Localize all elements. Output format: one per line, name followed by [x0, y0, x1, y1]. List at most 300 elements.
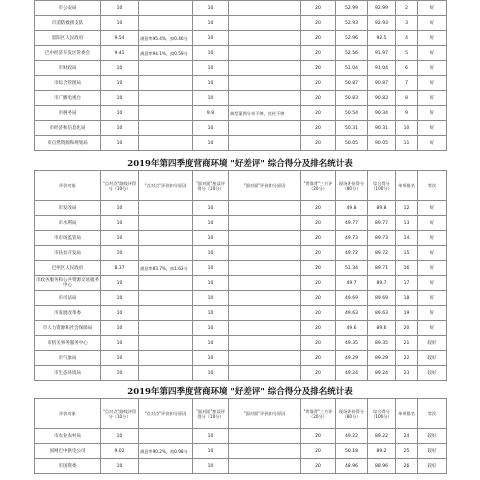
table-cell: 市消防救援支队: [35, 16, 101, 31]
table-cell: 20: [301, 201, 336, 216]
table-cell: 10: [193, 76, 229, 91]
table-cell: 20: [301, 366, 336, 381]
table-cell: 好: [418, 246, 447, 261]
table-cell: 好: [418, 61, 447, 76]
table-cell: 10: [101, 231, 139, 246]
table-cell: 10: [101, 76, 139, 91]
table-cell: [229, 1, 301, 16]
table-cell: 26: [396, 459, 418, 474]
table-cell: 20: [301, 231, 336, 246]
table-cell: [229, 291, 301, 306]
table-cell: 10: [193, 261, 229, 276]
header-row: [35, 171, 447, 201]
table-title-2: 2019年第四季度营商环境 "好差评" 综合得分及排名统计表: [127, 159, 353, 169]
table-cell: 10: [193, 429, 229, 444]
table-cell: 市税务局: [35, 106, 101, 121]
table-cell: 巴中经济开发区管委会: [35, 46, 101, 61]
table-cell: [139, 336, 193, 351]
table-cell: 89.35: [368, 336, 396, 351]
table-cell: 好: [418, 31, 447, 46]
table-cell: 25: [396, 444, 418, 459]
table-row: [35, 429, 447, 444]
table-cell: 91.04: [368, 61, 396, 76]
table-cell: 20: [301, 121, 336, 136]
table-cell: 24: [396, 429, 418, 444]
table-cell: 较好: [418, 336, 447, 351]
table-cell: 90.05: [368, 136, 396, 151]
table-cell: 满意率94.1%，扣0.59分: [139, 46, 193, 61]
table-cell: 8: [396, 91, 418, 106]
table-cell: 好: [418, 91, 447, 106]
column-header: 综合得分（100分）: [368, 399, 396, 429]
table-cell: [229, 336, 301, 351]
table-row: [35, 231, 447, 246]
column-header: 等次: [418, 171, 447, 201]
score-table-1: [34, 0, 447, 151]
table-cell: 好: [418, 46, 447, 61]
table-cell: 10: [193, 321, 229, 336]
table-cell: 9.02: [101, 444, 139, 459]
table-row: [35, 16, 447, 31]
table-cell: 10: [101, 351, 139, 366]
table-cell: 90.31: [368, 121, 396, 136]
column-header: 现场评价得分（80分）: [336, 171, 368, 201]
table-cell: 市发展改革委: [35, 306, 101, 321]
table-cell: 50.54: [336, 106, 368, 121]
table-cell: 10: [101, 459, 139, 474]
table-row: [35, 76, 447, 91]
table-cell: [229, 231, 301, 246]
table-cell: 4: [396, 31, 418, 46]
table-cell: 89.73: [368, 231, 396, 246]
table-cell: 好: [418, 231, 447, 246]
table-cell: [139, 76, 193, 91]
table-cell: 好: [418, 216, 447, 231]
table-cell: 90.34: [368, 106, 396, 121]
table-cell: 10: [193, 121, 229, 136]
table-row: [35, 201, 447, 216]
table-cell: 91.97: [368, 46, 396, 61]
table-cell: 20: [301, 106, 336, 121]
table-cell: 20: [301, 76, 336, 91]
table-cell: 49.6: [336, 321, 368, 336]
table-cell: 满意率95.4%，扣0.46分: [139, 31, 193, 46]
table-row: [35, 91, 447, 106]
table-cell: [139, 276, 193, 291]
table-title-3: 2019年第四季度营商环境 "好差评" 综合得分及排名统计表: [127, 387, 353, 397]
table-cell: [229, 429, 301, 444]
table-cell: [229, 276, 301, 291]
table-cell: 满意率83.7%，扣1.63分: [139, 261, 193, 276]
table-cell: [139, 366, 193, 381]
table-cell: 20: [301, 136, 336, 151]
table-cell: 89.29: [368, 351, 396, 366]
table-cell: 10: [101, 321, 139, 336]
table-cell: 较好: [418, 459, 447, 474]
table-cell: 14: [396, 231, 418, 246]
column-header: "面对面"座谈评得分（10分）: [193, 171, 229, 201]
table-cell: [229, 216, 301, 231]
table-cell: [139, 231, 193, 246]
table-row: [35, 291, 447, 306]
table-cell: 10: [193, 246, 229, 261]
table-cell: 较好: [418, 366, 447, 381]
table-cell: [139, 216, 193, 231]
column-header: "点对点"路线评得分（10分）: [101, 171, 139, 201]
table-cell: 20: [301, 351, 336, 366]
table-cell: 89.8: [368, 201, 396, 216]
table-cell: [139, 201, 193, 216]
table-cell: 21: [396, 336, 418, 351]
table-cell: 20: [301, 276, 336, 291]
table-row: [35, 444, 447, 459]
table-cell: 20: [301, 261, 336, 276]
table-cell: 20: [301, 216, 336, 231]
table-cell: 市自然资源和规划局: [35, 136, 101, 151]
table-cell: 6: [396, 61, 418, 76]
table-cell: 49.69: [336, 291, 368, 306]
table-cell: 较好: [418, 351, 447, 366]
table-row: [35, 136, 447, 151]
header-row: [35, 399, 447, 429]
table-cell: 20: [301, 31, 336, 46]
table-cell: 10: [101, 91, 139, 106]
table-cell: [139, 246, 193, 261]
table-cell: 92.5: [368, 31, 396, 46]
table-cell: 10: [193, 46, 229, 61]
table-row: [35, 276, 447, 291]
table-cell: 20: [301, 91, 336, 106]
table-row: [35, 1, 447, 16]
table-cell: 3: [396, 16, 418, 31]
table-cell: 市市场监管局: [35, 231, 101, 246]
table-cell: 恩阳区人民政府: [35, 31, 101, 46]
table-cell: [139, 61, 193, 76]
table-cell: 10: [193, 291, 229, 306]
table-cell: 2: [396, 1, 418, 16]
table-cell: 市广播电视台: [35, 91, 101, 106]
column-header: "背靠背"三方评（20分）: [301, 171, 336, 201]
table-cell: 89.22: [368, 429, 396, 444]
column-header: "面对面"评价扣分原因: [229, 399, 301, 429]
column-header: "面对面"座谈评得分（10分）: [193, 399, 229, 429]
table-cell: [229, 459, 301, 474]
score-table-2: [34, 170, 447, 381]
table-cell: 13: [396, 216, 418, 231]
table-cell: 51.04: [336, 61, 368, 76]
table-cell: 52.96: [336, 31, 368, 46]
table-cell: 10: [193, 31, 229, 46]
table-cell: 52.93: [336, 16, 368, 31]
table-cell: 10: [101, 429, 139, 444]
table-cell: 23: [396, 366, 418, 381]
table-cell: 好: [418, 306, 447, 321]
table-cell: 88.96: [368, 459, 396, 474]
table-cell: [139, 136, 193, 151]
table-cell: 92.99: [368, 1, 396, 16]
table-cell: 20: [301, 1, 336, 16]
table-cell: 市国资委: [35, 459, 101, 474]
table-cell: [229, 121, 301, 136]
table-cell: 10: [101, 306, 139, 321]
table-cell: 10: [101, 216, 139, 231]
column-header: 综合得分（100分）: [368, 171, 396, 201]
table-cell: 5: [396, 46, 418, 61]
table-cell: 49.73: [336, 231, 368, 246]
table-cell: 89.7: [368, 276, 396, 291]
table-cell: 市经济和信息化局: [35, 121, 101, 136]
table-cell: [139, 106, 193, 121]
table-row: [35, 336, 447, 351]
table-cell: 8.37: [101, 261, 139, 276]
table-cell: 89.24: [368, 366, 396, 381]
score-table-3: [34, 398, 447, 474]
table-cell: [229, 16, 301, 31]
table-cell: [229, 261, 301, 276]
table-row: [35, 321, 447, 336]
table-cell: 49.29: [336, 351, 368, 366]
table-cell: [229, 61, 301, 76]
table-cell: 50.87: [336, 76, 368, 91]
table-cell: 22: [396, 351, 418, 366]
column-header: 等次: [418, 399, 447, 429]
table-cell: 9.41: [101, 46, 139, 61]
table-cell: 19: [396, 306, 418, 321]
table-cell: [229, 91, 301, 106]
table-cell: 市公安局: [35, 1, 101, 16]
table-cell: [229, 306, 301, 321]
table-cell: 10: [193, 366, 229, 381]
table-cell: 10: [193, 216, 229, 231]
table-cell: 20: [301, 459, 336, 474]
table-cell: 10: [101, 336, 139, 351]
column-header: "点对点"评价扣分原因: [139, 171, 193, 201]
column-header: 评价对象: [35, 399, 101, 429]
table-cell: [139, 459, 193, 474]
table-cell: 10: [193, 444, 229, 459]
table-cell: 20: [301, 306, 336, 321]
table-row: [35, 106, 447, 121]
table-row: [35, 61, 447, 76]
table-cell: 50.31: [336, 121, 368, 136]
table-cell: 7: [396, 76, 418, 91]
table-cell: 10: [101, 201, 139, 216]
table-cell: [229, 444, 301, 459]
table-cell: 国网巴中供电公司: [35, 444, 101, 459]
table-cell: 市生态环境局: [35, 366, 101, 381]
table-cell: 10: [193, 459, 229, 474]
table-cell: 11: [396, 136, 418, 151]
table-cell: 89.6: [368, 321, 396, 336]
table-cell: 49.63: [336, 306, 368, 321]
table-cell: 9: [396, 106, 418, 121]
table-cell: 10: [193, 231, 229, 246]
table-cell: 好: [418, 121, 447, 136]
table-cell: [229, 31, 301, 46]
table-cell: 好: [418, 321, 447, 336]
table-cell: 20: [301, 444, 336, 459]
table-cell: 49.22: [336, 429, 368, 444]
table-cell: 10: [193, 276, 229, 291]
table-cell: 巴州区人民政府: [35, 261, 101, 276]
table-cell: 好: [418, 201, 447, 216]
table-cell: 49.77: [336, 216, 368, 231]
table-cell: 市水利局: [35, 216, 101, 231]
table-cell: 89.63: [368, 306, 396, 321]
table-row: [35, 459, 447, 474]
table-row: [35, 31, 447, 46]
table-cell: 20: [396, 321, 418, 336]
table-cell: 50.18: [336, 444, 368, 459]
table-cell: 49.8: [336, 201, 368, 216]
table-cell: [139, 121, 193, 136]
table-cell: 20: [301, 46, 336, 61]
column-header: "点对点"路线评得分（10分）: [101, 399, 139, 429]
table-cell: 10: [193, 136, 229, 151]
column-header: 单项排名: [396, 171, 418, 201]
table-cell: 市人力资源和社会保障局: [35, 321, 101, 336]
table-row: [35, 246, 447, 261]
table-cell: 51.34: [336, 261, 368, 276]
table-cell: 市发改局: [35, 201, 101, 216]
table-cell: 49.24: [336, 366, 368, 381]
table-cell: 50.83: [336, 91, 368, 106]
table-cell: 好: [418, 106, 447, 121]
table-cell: 89.77: [368, 216, 396, 231]
column-header: 评价对象: [35, 171, 101, 201]
table-cell: 市司法局: [35, 291, 101, 306]
table-cell: 50.05: [336, 136, 368, 151]
table-row: [35, 121, 447, 136]
table-cell: 16: [396, 261, 418, 276]
table-cell: [229, 321, 301, 336]
table-cell: 市农业农村局: [35, 429, 101, 444]
table-cell: 市扶贫开发局: [35, 246, 101, 261]
table-row: [35, 366, 447, 381]
table-cell: 48.96: [336, 459, 368, 474]
table-cell: [229, 46, 301, 61]
table-cell: 好: [418, 136, 447, 151]
table-cell: 18: [396, 291, 418, 306]
table-cell: 市财政局: [35, 61, 101, 76]
table-cell: 市机关事务服务中心: [35, 336, 101, 351]
table-cell: 92.93: [368, 16, 396, 31]
table-cell: 10: [101, 366, 139, 381]
table-cell: [139, 351, 193, 366]
table-cell: 49.7: [336, 276, 368, 291]
table-cell: 好: [418, 1, 447, 16]
table-cell: 市气象局: [35, 351, 101, 366]
table-cell: [139, 306, 193, 321]
table-cell: [229, 246, 301, 261]
table-cell: 10: [101, 16, 139, 31]
table-cell: 较好: [418, 429, 447, 444]
table-cell: 典型案例分享不够，宣传不够: [229, 106, 301, 121]
table-cell: 好: [418, 261, 447, 276]
table-cell: 10: [193, 16, 229, 31]
table-cell: 10: [101, 246, 139, 261]
table-cell: 20: [301, 321, 336, 336]
table-cell: 10: [101, 1, 139, 16]
table-cell: 49.72: [336, 246, 368, 261]
table-cell: 10: [396, 121, 418, 136]
table-cell: [139, 291, 193, 306]
table-cell: 90.87: [368, 76, 396, 91]
table-cell: 20: [301, 246, 336, 261]
table-cell: 10: [193, 306, 229, 321]
column-header: 现场评价得分（80分）: [336, 399, 368, 429]
table-cell: 10: [193, 91, 229, 106]
table-cell: [139, 429, 193, 444]
table-cell: 10: [101, 276, 139, 291]
table-cell: 89.69: [368, 291, 396, 306]
table-cell: 10: [101, 61, 139, 76]
table-cell: 89.2: [368, 444, 396, 459]
table-cell: 10: [101, 291, 139, 306]
table-cell: [139, 16, 193, 31]
table-cell: 好: [418, 276, 447, 291]
table-cell: 12: [396, 201, 418, 216]
table-row: [35, 351, 447, 366]
table-cell: 52.56: [336, 46, 368, 61]
table-cell: 10: [193, 61, 229, 76]
table-cell: 10: [101, 106, 139, 121]
table-cell: [139, 321, 193, 336]
table-cell: [139, 91, 193, 106]
table-cell: [229, 76, 301, 91]
column-header: "面对面"评价扣分原因: [229, 171, 301, 201]
table-cell: [229, 201, 301, 216]
table-cell: 20: [301, 291, 336, 306]
table-cell: [229, 366, 301, 381]
table-cell: 20: [301, 429, 336, 444]
table-cell: 市政务服务和公共资源交易服务中心: [35, 276, 101, 291]
table-cell: 好: [418, 16, 447, 31]
table-cell: [229, 136, 301, 151]
table-cell: 20: [301, 61, 336, 76]
table-cell: 90.83: [368, 91, 396, 106]
table-cell: 17: [396, 276, 418, 291]
table-cell: 20: [301, 16, 336, 31]
column-header: "背靠背"三方评（20分）: [301, 399, 336, 429]
table-cell: 20: [301, 336, 336, 351]
table-cell: 满意率90.2%，扣0.98分: [139, 444, 193, 459]
table-cell: 好: [418, 76, 447, 91]
table-cell: 10: [193, 1, 229, 16]
table-cell: 好: [418, 291, 447, 306]
table-row: [35, 261, 447, 276]
table-row: [35, 306, 447, 321]
table-cell: 15: [396, 246, 418, 261]
table-cell: [229, 351, 301, 366]
table-cell: 较好: [418, 444, 447, 459]
column-header: 单项排名: [396, 399, 418, 429]
column-header: "点对点"评价扣分原因: [139, 399, 193, 429]
table-cell: 10: [193, 351, 229, 366]
table-cell: 52.99: [336, 1, 368, 16]
table-cell: 10: [193, 201, 229, 216]
table-cell: 市综合管理局: [35, 76, 101, 91]
table-row: [35, 46, 447, 61]
table-cell: 10: [193, 336, 229, 351]
table-cell: 89.71: [368, 261, 396, 276]
table-cell: 49.35: [336, 336, 368, 351]
table-cell: 9.54: [101, 31, 139, 46]
table-cell: 9.8: [193, 106, 229, 121]
table-cell: 10: [101, 136, 139, 151]
table-cell: 10: [101, 121, 139, 136]
table-cell: 89.72: [368, 246, 396, 261]
